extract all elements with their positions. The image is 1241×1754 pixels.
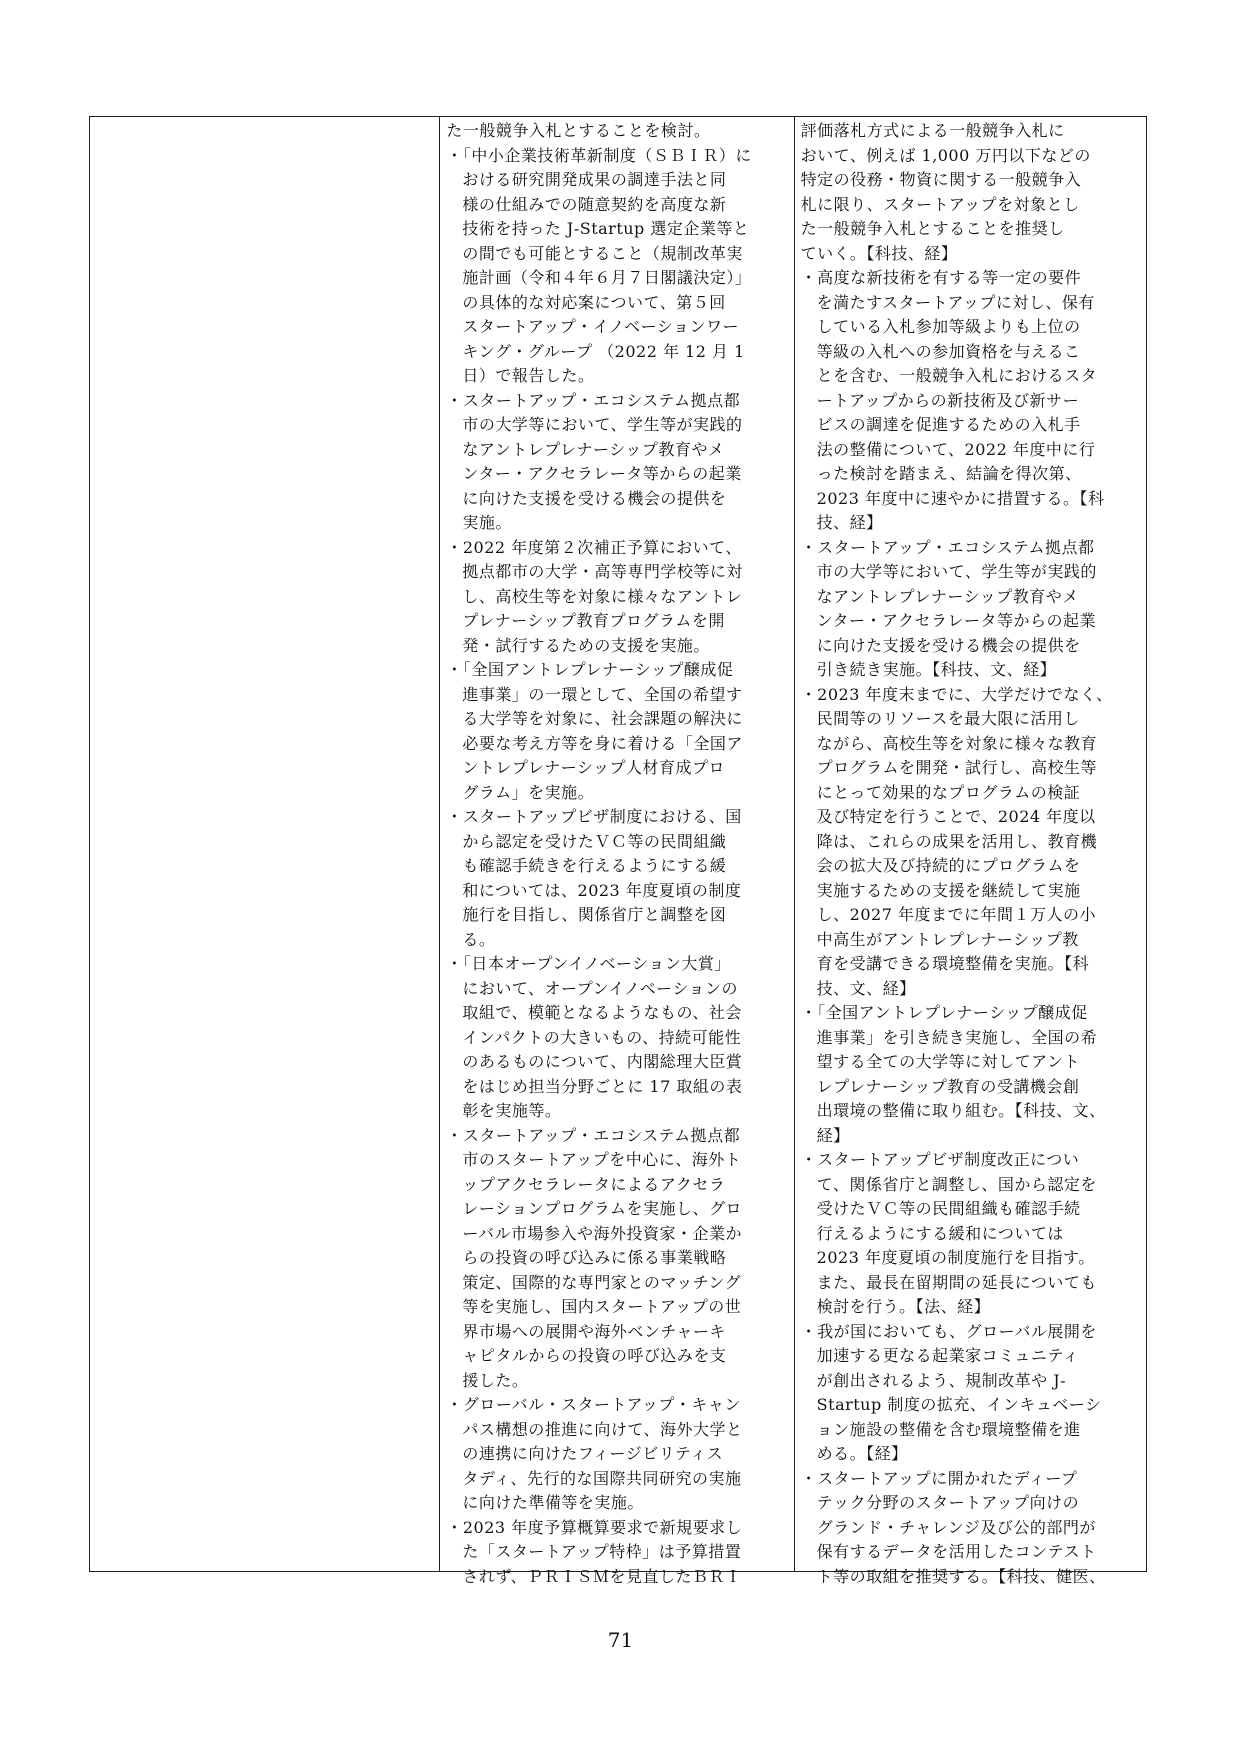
text-line: ・グローバル・スタートアップ・キャン — [446, 1395, 741, 1414]
text-line: 降は、これらの成果を活用し、教育機 — [816, 831, 1098, 851]
list-item — [446, 1393, 787, 1516]
text-line: 取組で、模範となるようなもの、社会 — [462, 1003, 742, 1022]
text-line: て、関係省庁と調整し、国から認定を — [816, 1174, 1097, 1194]
text-line: 加速する更なる起業家コミュニティ — [816, 1346, 1080, 1365]
text-line: 経】 — [816, 1125, 850, 1145]
text-line: らの投資の呼び込みに係る事業戦略 — [462, 1248, 727, 1267]
text-line: に向けた支援を受ける機会の提供を — [816, 635, 1081, 655]
text-line: ・「日本オープンイノベーション大賞」 — [446, 954, 731, 973]
list-item — [801, 266, 1140, 536]
text-line: 市の大学等において、学生等が実践的 — [816, 562, 1097, 581]
text-line: とを含む、一般競争入札におけるスタ — [816, 366, 1098, 385]
text-line: 及び特定を行うことで、2024 年度以 — [816, 807, 1096, 826]
table-column-empty — [90, 117, 440, 1571]
text-line: ・スタートアップ・エコシステム拠点都 — [446, 1125, 741, 1145]
text-line: 実施するための支援を継続して実施 — [816, 880, 1081, 900]
text-line: 拠点都市の大学・高等専門学校等に対 — [462, 562, 743, 581]
text-line: 望する全ての大学等に対してアント — [816, 1052, 1081, 1071]
text-line: が創出されるよう、規制改革や J- — [816, 1370, 1067, 1390]
text-line: た「スタートアップ特枠」は予算措置 — [462, 1542, 742, 1561]
text-line: また、最長在留期間の延長についても — [816, 1272, 1097, 1292]
text-line: をはじめ担当分野ごとに 17 取組の表 — [462, 1076, 743, 1096]
text-line: ・スタートアップに開かれたディープ — [800, 1468, 1078, 1488]
text-line: ャピタルからの投資の呼び込みを支 — [462, 1346, 727, 1365]
text-line: ・2023 年度予算概算要求で新規要求し — [446, 1517, 743, 1537]
text-line: レプレナーシップ教育の受講機会創 — [816, 1076, 1080, 1096]
text-line: 検討を行う。【法、経】 — [816, 1297, 991, 1316]
text-line: ・「全国アントレプレナーシップ醸成促 — [800, 1003, 1088, 1022]
text-line: している入札参加等級よりも上位の — [816, 317, 1081, 336]
list-item — [446, 805, 787, 952]
text-line: 会の拡大及び持続的にプログラムを — [816, 856, 1081, 875]
text-line: 評価落札方式による一般競争入札に — [800, 121, 1065, 140]
text-line: を満たすスタートアップに対し、保有 — [816, 292, 1095, 312]
text-line: されず、ＰＲＩＳＭを見直したＢＲＩ — [462, 1566, 742, 1586]
text-line: おいて、例えば 1,000 万円以下などの — [800, 145, 1091, 165]
text-line: 進事業」の一環として、全国の希望す — [462, 684, 743, 704]
text-line: グランド・チャレンジ及び公的部門が — [816, 1517, 1096, 1537]
page-number: 71 — [607, 1628, 634, 1652]
text-line: 2023 年度中に速やかに措置する。【科 — [816, 488, 1105, 508]
text-line: ・スタートアップ・エコシステム拠点都 — [446, 390, 741, 410]
text-line: し、2027 年度までに年間１万人の小 — [816, 905, 1096, 924]
list-item — [801, 536, 1140, 683]
text-line: の間でも可能とすること（規制改革実 — [462, 243, 743, 263]
text-line: 育を受講できる環境整備を実施。【科 — [816, 954, 1090, 973]
list-item — [446, 658, 787, 805]
text-line: 実施。 — [462, 513, 512, 532]
text-line: なアントレプレナーシップ教育やメ — [462, 439, 725, 459]
text-line: ・我が国においても、グローバル展開を — [800, 1321, 1097, 1341]
text-line: 行えるようにする緩和については — [816, 1223, 1064, 1243]
list-item — [801, 683, 1140, 1002]
text-line: た一般競争入札とすることを推奨し — [800, 219, 1065, 238]
list-item — [801, 1148, 1140, 1320]
text-line: にとって効果的なプログラムの検証 — [816, 782, 1081, 802]
text-line: 引き続き実施。【科技、文、経】 — [816, 660, 1057, 679]
text-line: タディ、先行的な国際共同研究の実施 — [462, 1468, 742, 1488]
text-line: ・2022 年度第２次補正予算において、 — [446, 537, 742, 557]
text-line: に向けた準備等を実施。 — [462, 1493, 644, 1512]
text-line: った検討を踏まえ、結論を得次第、 — [816, 464, 1082, 483]
text-line: 法の整備について、2022 年度中に行 — [816, 439, 1096, 459]
text-line: に向けた支援を受ける機会の提供を — [462, 488, 727, 508]
text-line: のあるものについて、内閣総理大臣賞 — [462, 1052, 743, 1071]
text-line: プログラムを開発・試行し、高校生等 — [816, 758, 1098, 777]
list-item — [446, 119, 787, 144]
text-line: 施行を目指し、関係省庁と調整を図 — [462, 905, 727, 924]
text-line: インパクトの大きいもの、持続可能性 — [462, 1027, 742, 1047]
document-table — [89, 116, 1147, 1586]
text-line: の具体的な対応案について、第５回 — [462, 292, 726, 312]
text-line: 中高生がアントレプレナーシップ教 — [816, 929, 1079, 949]
text-line: 2023 年度夏頃の制度施行を目指す。 — [816, 1248, 1095, 1267]
text-line: 出環境の整備に取り組む。【科技、文、 — [816, 1101, 1106, 1120]
list-item — [446, 536, 787, 659]
list-item — [801, 1001, 1140, 1148]
text-line: た一般競争入札とすることを検討。 — [446, 121, 711, 140]
list-item — [446, 144, 787, 389]
text-line: Startup 制度の拡充、インキュベーシ — [816, 1395, 1102, 1414]
text-line: 等を実施し、国内スタートアップの世 — [462, 1297, 742, 1316]
text-line: パス構想の推進に向けて、海外大学と — [462, 1419, 743, 1439]
text-line: ョン施設の整備を含む環境整備を進 — [816, 1419, 1081, 1439]
text-line: し、高校生等を対象に様々なアントレ — [462, 586, 743, 606]
text-line: 発・試行するための支援を実施。 — [462, 635, 710, 655]
text-line: ・高度な新技術を有する等一定の要件 — [800, 268, 1082, 287]
text-line: も確認手続きを行えるようにする緩 — [462, 856, 727, 875]
text-line: ・2023 年度末までに、大学だけでなく、 — [800, 684, 1113, 704]
list-item — [446, 1516, 787, 1590]
text-line: ・「中小企業技術革新制度（ＳＢＩＲ）に — [446, 145, 752, 165]
text-line: 日）で報告した。 — [462, 366, 595, 385]
text-line: ・スタートアップ・エコシステム拠点都 — [800, 537, 1095, 557]
text-line: 和については、2023 年度夏頃の制度 — [462, 880, 742, 900]
text-line: なアントレプレナーシップ教育やメ — [816, 586, 1079, 606]
text-line: 等級の入札への参加資格を与えるこ — [816, 341, 1081, 361]
text-line: ートアップからの新技術及び新サー — [816, 390, 1080, 410]
text-line: 市の大学等において、学生等が実践的 — [462, 415, 743, 434]
text-line: 市のスタートアップを中心に、海外ト — [462, 1150, 742, 1169]
text-line: ていく。【科技、経】 — [800, 243, 958, 263]
text-line: 技術を持った J-Startup 選定企業等と — [462, 219, 750, 238]
text-line: ーバル市場参入や海外投資家・企業か — [462, 1223, 743, 1243]
text-line: 様の仕組みでの随意契約を高度な新 — [462, 194, 727, 214]
text-line: から認定を受けたＶＣ等の民間組織 — [462, 831, 727, 851]
text-line: スタートアップ・イノベーションワー — [462, 317, 739, 336]
list-item — [446, 1124, 787, 1394]
text-line: 札に限り、スタートアップを対象とし — [800, 194, 1080, 214]
text-line: ・「全国アントレプレナーシップ醸成促 — [446, 660, 734, 679]
text-line: る。 — [462, 929, 496, 949]
text-line: 受けたＶＣ等の民間組織も確認手続 — [816, 1199, 1081, 1218]
text-line: る大学等を対象に、社会課題の解決に — [462, 709, 743, 728]
text-line: 民間等のリソースを最大限に活用し — [816, 709, 1080, 728]
text-line: ビスの調達を促進するための入札手 — [816, 415, 1081, 434]
text-line: グラム」を実施。 — [462, 782, 595, 802]
text-line: ントレプレナーシップ人材育成プロ — [462, 758, 726, 777]
text-line: 特定の役務・物資に関する一般競争入 — [800, 170, 1082, 189]
table-column-plans — [795, 117, 1146, 1586]
list-item — [801, 1320, 1140, 1467]
text-line: において、オープンイノベーションの — [462, 978, 739, 998]
text-line: キング・グループ （2022 年 12 月 1 — [462, 341, 745, 361]
text-line: プレナーシップ教育プログラムを開 — [462, 611, 725, 630]
text-line: テック分野のスタートアップ向けの — [816, 1493, 1080, 1512]
text-line: 界市場への展開や海外ベンチャーキ — [462, 1321, 726, 1341]
table-column-progress — [440, 117, 794, 1586]
text-line: ンター・アクセラレータ等からの起業 — [816, 611, 1097, 630]
text-line: ・スタートアップビザ制度における、国 — [446, 807, 742, 826]
text-line: レーションプログラムを実施し、グロ — [462, 1199, 743, 1218]
list-item — [801, 119, 1140, 266]
text-line: 援した。 — [462, 1370, 529, 1390]
text-line: ながら、高校生等を対象に様々な教育 — [816, 733, 1098, 753]
text-line: 策定、国際的な専門家とのマッチング — [462, 1272, 742, 1292]
list-item — [446, 389, 787, 536]
list-item — [446, 952, 787, 1124]
text-line: ップアクセラレータによるアクセラ — [462, 1174, 726, 1194]
text-line: 施計画（令和４年６月７日閣議決定）」 — [462, 268, 752, 287]
list-item — [801, 1467, 1140, 1590]
text-line: 保有するデータを活用したコンテスト — [816, 1542, 1097, 1561]
text-line: 進事業」を引き続き実施し、全国の希 — [816, 1027, 1098, 1047]
text-line: める。【経】 — [816, 1444, 908, 1463]
text-line: 技、文、経】 — [816, 978, 916, 998]
text-line: の連携に向けたフィージビリティス — [462, 1444, 724, 1463]
text-line: ・スタートアップビザ制度改正につい — [800, 1150, 1080, 1169]
text-line: ンター・アクセラレータ等からの起業 — [462, 464, 742, 483]
text-line: ト等の取組を推奨する。【科技、健医、 — [816, 1566, 1106, 1586]
text-line: 技、経】 — [816, 513, 883, 532]
text-line: 彰を実施等。 — [462, 1101, 562, 1120]
text-line: おける研究開発成果の調達手法と同 — [462, 170, 727, 189]
text-line: 必要な考え方等を身に着ける「全国ア — [462, 733, 743, 753]
